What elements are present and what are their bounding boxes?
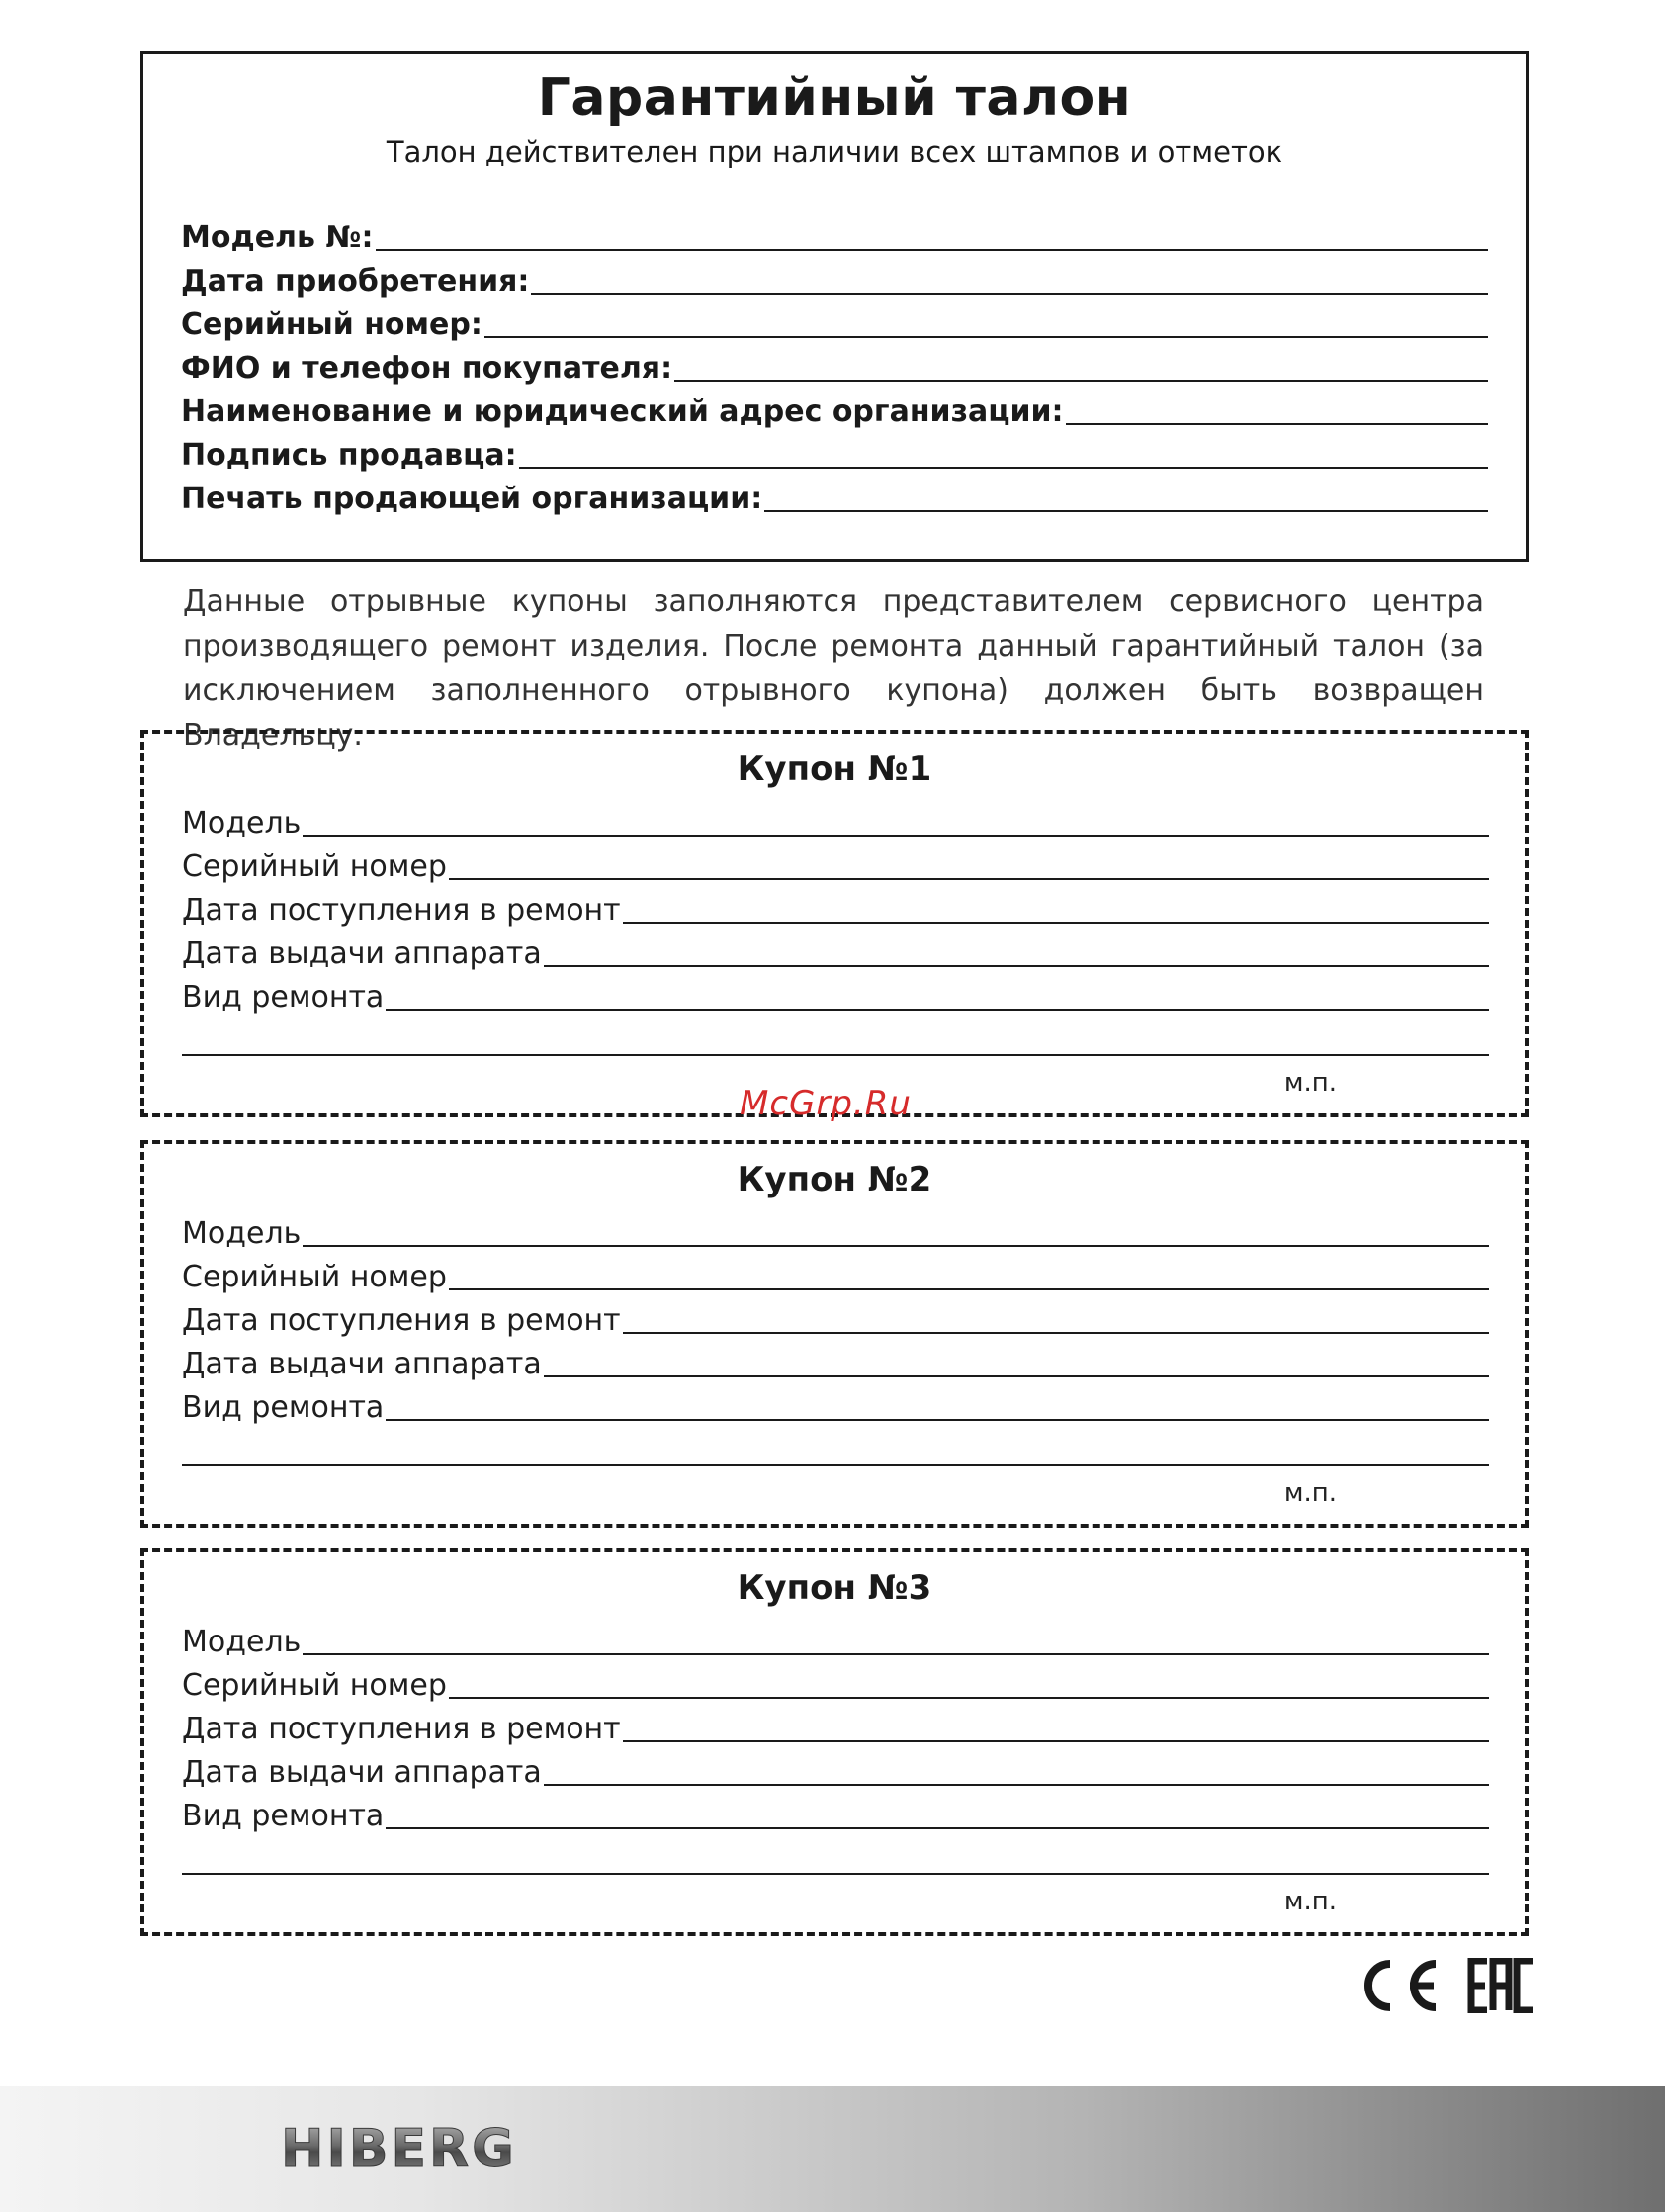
model-number-field[interactable] xyxy=(181,216,1488,255)
stamp-place-label: м.п. xyxy=(1283,1887,1337,1916)
field-label: Модель xyxy=(182,806,302,841)
ce-mark-icon xyxy=(1351,1958,1442,2013)
coupon-issue-date-field[interactable] xyxy=(182,1342,1489,1381)
serial-number-field[interactable] xyxy=(181,303,1488,342)
blank-line xyxy=(531,293,1488,295)
blank-line xyxy=(386,1419,1489,1421)
seller-signature-field[interactable] xyxy=(181,433,1488,473)
field-label: Наименование и юридический адрес организации: xyxy=(181,395,1064,429)
blank-line xyxy=(449,1697,1489,1699)
field-label: Серийный номер xyxy=(182,1668,447,1703)
coupon-repair-type-field[interactable] xyxy=(182,1794,1489,1833)
coupon-serial-field[interactable] xyxy=(182,844,1489,884)
field-label: Модель xyxy=(182,1216,302,1251)
coupon-received-date-field[interactable] xyxy=(182,1707,1489,1746)
coupon-extra-line[interactable] xyxy=(182,1054,1489,1056)
warranty-subtitle: Талон действителен при наличии всех штампов и отметок xyxy=(386,135,1283,169)
coupon-issue-date-field[interactable] xyxy=(182,1750,1489,1790)
brand-name: HIBERG xyxy=(281,2119,517,2178)
field-label: Дата поступления в ремонт xyxy=(182,1303,621,1338)
coupon-serial-field[interactable] xyxy=(182,1663,1489,1703)
coupon-received-date-field[interactable] xyxy=(182,888,1489,928)
coupon-title: Купон №2 xyxy=(737,1160,932,1199)
field-label: ФИО и телефон покупателя: xyxy=(181,351,673,386)
blank-line xyxy=(303,1245,1489,1247)
blank-line xyxy=(544,1784,1489,1786)
purchase-date-field[interactable] xyxy=(181,259,1488,299)
coupon-model-field[interactable] xyxy=(182,1620,1489,1659)
coupon-title: Купон №3 xyxy=(737,1568,932,1608)
watermark: McGrp.Ru xyxy=(740,1084,912,1123)
coupon-extra-line[interactable] xyxy=(182,1464,1489,1466)
blank-line xyxy=(386,1009,1489,1011)
coupon-3 xyxy=(140,1548,1529,1936)
blank-line xyxy=(623,1332,1489,1334)
blank-line xyxy=(303,835,1489,837)
seller-stamp-field[interactable] xyxy=(181,477,1488,516)
blank-line xyxy=(303,1653,1489,1655)
coupon-model-field[interactable] xyxy=(182,801,1489,841)
certification-marks xyxy=(1351,1958,1536,2013)
notice-line: производящего ремонт изделия. После ремонта данный гарантийный талон (за xyxy=(183,629,1484,664)
field-label: Дата выдачи аппарата xyxy=(182,1347,542,1381)
field-label: Модель xyxy=(182,1625,302,1659)
blank-line xyxy=(386,1827,1489,1829)
field-label: Печать продающей организации: xyxy=(181,482,763,516)
notice-line: Данные отрывные купоны заполняются представителем сервисного центра xyxy=(183,584,1484,619)
stamp-place-label: м.п. xyxy=(1283,1068,1337,1098)
field-label: Вид ремонта xyxy=(182,1390,385,1425)
blank-line xyxy=(623,1740,1489,1742)
field-label: Дата поступления в ремонт xyxy=(182,1712,621,1746)
field-label: Модель №: xyxy=(181,221,374,255)
stamp-place-label: м.п. xyxy=(1283,1478,1337,1508)
footer-bar xyxy=(0,2086,1665,2212)
field-label: Вид ремонта xyxy=(182,1799,385,1833)
blank-line xyxy=(544,1375,1489,1377)
blank-line xyxy=(449,1288,1489,1290)
blank-line xyxy=(1066,423,1488,425)
coupon-repair-type-field[interactable] xyxy=(182,1385,1489,1425)
blank-line xyxy=(449,878,1489,880)
blank-line xyxy=(519,467,1488,469)
coupon-extra-line[interactable] xyxy=(182,1873,1489,1875)
buyer-name-phone-field[interactable] xyxy=(181,346,1488,386)
blank-line xyxy=(544,965,1489,967)
warranty-title: Гарантийный талон xyxy=(537,68,1132,128)
coupon-2 xyxy=(140,1140,1529,1528)
blank-line xyxy=(764,510,1488,512)
organization-address-field[interactable] xyxy=(181,390,1488,429)
coupon-model-field[interactable] xyxy=(182,1211,1489,1251)
notice-line: исключением заполненного отрывного купона) должен быть возвращен Владельцу. xyxy=(183,673,1484,752)
coupon-title: Купон №1 xyxy=(737,750,932,789)
brand-logo xyxy=(279,2116,585,2179)
field-label: Дата приобретения: xyxy=(181,264,530,299)
blank-line xyxy=(376,249,1488,251)
blank-line xyxy=(674,380,1488,382)
coupon-1 xyxy=(140,730,1529,1117)
eac-mark-icon xyxy=(1467,1958,1536,2013)
coupon-serial-field[interactable] xyxy=(182,1255,1489,1294)
field-label: Серийный номер xyxy=(182,1260,447,1294)
field-label: Дата поступления в ремонт xyxy=(182,893,621,928)
coupon-received-date-field[interactable] xyxy=(182,1298,1489,1338)
coupon-issue-date-field[interactable] xyxy=(182,931,1489,971)
field-label: Дата выдачи аппарата xyxy=(182,936,542,971)
warranty-card xyxy=(140,51,1529,562)
field-label: Вид ремонта xyxy=(182,980,385,1015)
coupon-repair-type-field[interactable] xyxy=(182,975,1489,1015)
field-label: Дата выдачи аппарата xyxy=(182,1755,542,1790)
blank-line xyxy=(484,336,1488,338)
blank-line xyxy=(623,922,1489,924)
field-label: Подпись продавца: xyxy=(181,438,517,473)
field-label: Серийный номер xyxy=(182,849,447,884)
field-label: Серийный номер: xyxy=(181,308,482,342)
